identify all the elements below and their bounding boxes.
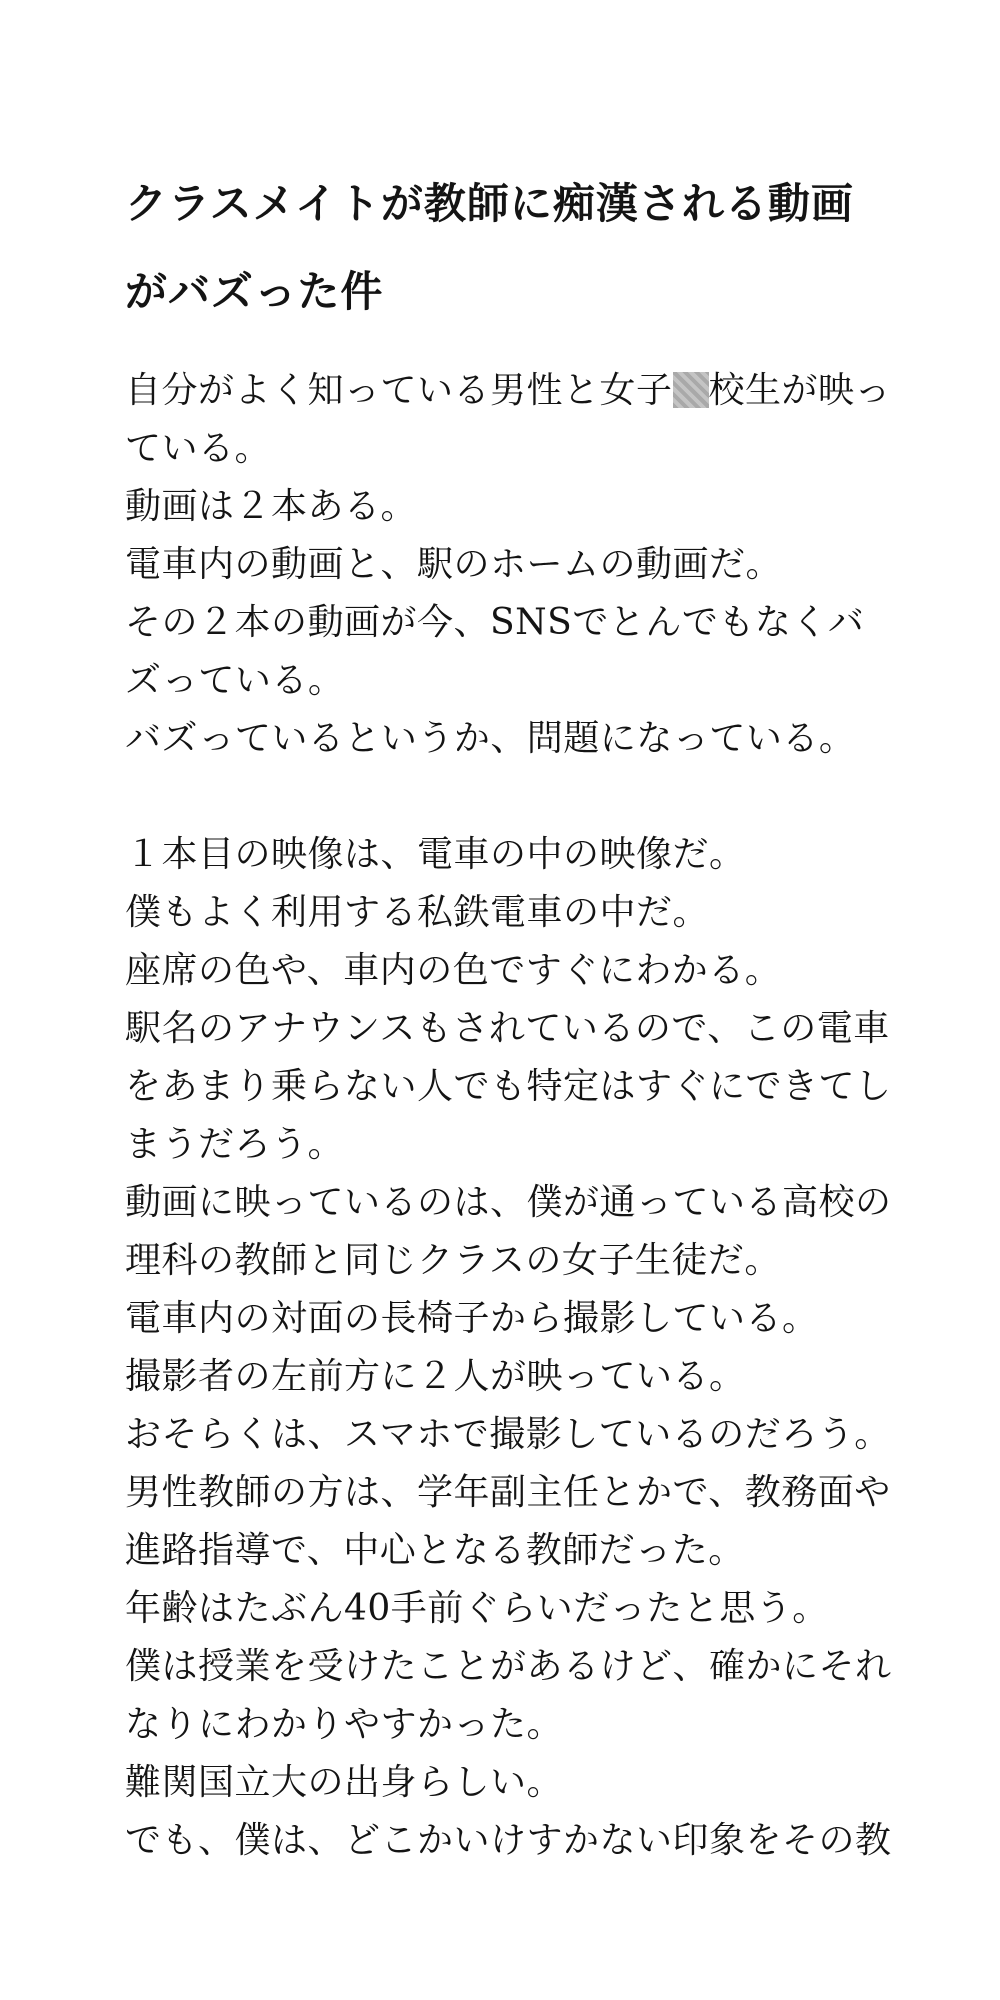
redaction-mosaic [673,372,709,408]
paragraph: その２本の動画が今、SNSでとんでもなくバズっている。 [125,602,865,701]
paragraph-text: 自分がよく知っている男性と女子 [125,370,673,411]
paragraph: 僕は授業を受けたことがあるけど、確かにそれなりにわかりやすかった。 [125,1646,892,1745]
paragraph: 難関国立大の出身らしい。 [125,1762,564,1803]
paragraph: 座席の色や、車内の色ですぐにわかる。 [125,950,782,991]
paragraph: 動画に映っているのは、僕が通っている高校の理科の教師と同じクラスの女子生徒だ。 [125,1182,892,1281]
paragraph: おそらくは、スマホで撮影しているのだろう。 [125,1414,891,1455]
document-page [125,160,895,1870]
document-body [125,362,895,1870]
paragraph: 年齢はたぶん40手前ぐらいだったと思う。 [125,1588,829,1629]
paragraph-spacer [125,768,895,826]
document-title: クラスメイトが教師に痴漢される動画がバズった件 [125,179,854,316]
paragraph: でも、僕は、どこかいけすかない印象をその教 [125,1820,892,1861]
paragraph: バズっているというか、問題になっている。 [125,718,856,759]
paragraph: 電車内の対面の長椅子から撮影している。 [125,1298,819,1339]
paragraph [125,362,895,478]
paragraph: 電車内の動画と、駅のホームの動画だ。 [125,544,783,585]
paragraph-text: 校生が映っている。 [125,370,892,469]
paragraph: 撮影者の左前方に２人が映っている。 [125,1356,746,1397]
paragraph: １本目の映像は、電車の中の映像だ。 [125,834,746,875]
paragraph: 駅名のアナウンスもされているので、この電車をあまり乗らない人でも特定はすぐにできてしまうだろう。 [125,1008,892,1165]
paragraph: 動画は２本ある。 [125,486,418,527]
paragraph: 僕もよく利用する私鉄電車の中だ。 [125,892,710,933]
paragraph: 男性教師の方は、学年副主任とかで、教務面や進路指導で、中心となる教師だった。 [125,1472,891,1571]
